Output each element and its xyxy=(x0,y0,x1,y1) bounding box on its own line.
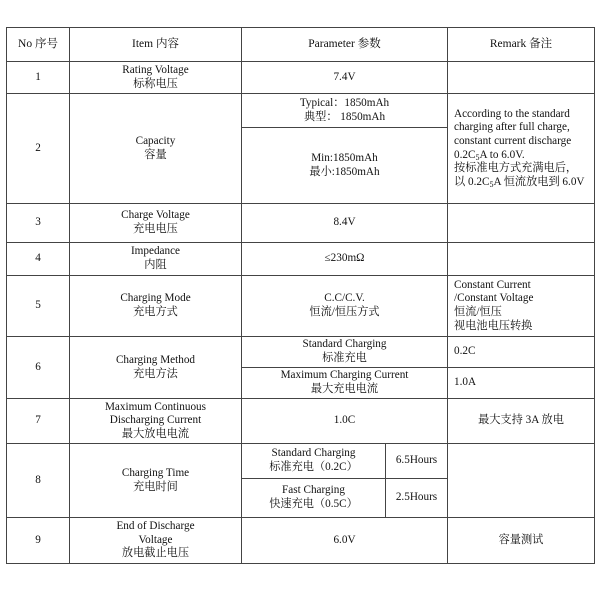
remark-subscript: 5 xyxy=(489,179,494,189)
row-no: 9 xyxy=(7,518,70,564)
param-cn: 最大充电电流 xyxy=(310,383,379,395)
header-no: No 序号 xyxy=(7,28,70,62)
param-en: C.C/C.V. xyxy=(324,292,365,305)
param-cn: 标准充电（0.2C） xyxy=(269,461,358,473)
param-cell: ≤230mΩ xyxy=(242,243,448,276)
row-no: 5 xyxy=(7,276,70,337)
remark-line: According to the standard xyxy=(454,107,570,120)
remark-cell xyxy=(448,62,595,94)
param-max-charging-current xyxy=(242,368,448,399)
item-en: Charging Time xyxy=(121,466,190,479)
row-no: 3 xyxy=(7,204,70,243)
row-no: 6 xyxy=(7,337,70,399)
table-row xyxy=(7,276,595,337)
param-typical xyxy=(242,94,448,128)
remark-part: A 恒流放电到 6.0V xyxy=(493,175,585,188)
remark-line: 恒流/恒压 xyxy=(454,306,502,318)
param-cell: 6.0V xyxy=(242,518,448,564)
remark-cell xyxy=(448,204,595,243)
param-cell xyxy=(242,276,448,337)
item-en: Charging Method xyxy=(115,353,196,366)
param-fast-charging xyxy=(242,479,386,518)
item-line: End of Discharge xyxy=(116,520,195,533)
remark-cell xyxy=(448,276,595,337)
item-line: 放电截止电压 xyxy=(121,547,190,560)
item-line: Voltage xyxy=(138,533,173,546)
remark-line: Constant Current xyxy=(454,278,531,291)
table-row xyxy=(7,204,595,243)
param-cell: 8.4V xyxy=(242,204,448,243)
table-row xyxy=(7,518,595,564)
item-cn: 容量 xyxy=(144,148,167,161)
item-cn: 内阻 xyxy=(144,259,167,271)
item-en: Rating Voltage xyxy=(122,63,189,76)
param-cn: 标准充电 xyxy=(322,352,367,364)
remark-line: 按标准电方式充满电后， xyxy=(454,162,578,175)
param-standard-charging xyxy=(242,337,448,368)
item-cell xyxy=(70,444,242,518)
remark-line: charging after full charge, xyxy=(454,121,570,134)
item-cell xyxy=(70,337,242,399)
item-cn: 充电时间 xyxy=(133,480,178,493)
remark-cell: 最大支持 3A 放电 xyxy=(448,399,595,444)
param-cn: 快速充电（0.5C） xyxy=(269,498,358,510)
remark-part: A to 6.0V. xyxy=(479,148,525,161)
table-header-row xyxy=(7,28,595,62)
row-no: 8 xyxy=(7,444,70,518)
row-no: 2 xyxy=(7,94,70,204)
param-standard-charging xyxy=(242,444,386,479)
remark-line: /Constant Voltage xyxy=(454,292,534,305)
row-no: 1 xyxy=(7,62,70,94)
item-en: Capacity xyxy=(135,134,176,147)
min-en: Min:1850mAh xyxy=(311,151,378,164)
item-cell xyxy=(70,94,242,204)
item-cn: 充电方法 xyxy=(133,367,178,380)
item-cn: 充电电压 xyxy=(133,223,178,235)
item-cn: 标称电压 xyxy=(133,77,178,90)
remark-cell xyxy=(448,444,595,518)
remark-cell: 0.2C xyxy=(448,337,595,368)
item-cell xyxy=(70,62,242,94)
table-row xyxy=(7,337,595,368)
typical-cn: 典型： 1850mAh xyxy=(303,110,386,123)
remark-cell: 容量测试 xyxy=(448,518,595,564)
remark-cell: 1.0A xyxy=(448,368,595,399)
remark-part: 0.2C xyxy=(454,148,476,161)
remark-cell xyxy=(448,94,595,204)
item-cell xyxy=(70,399,242,444)
item-line: Maximum Continuous xyxy=(104,400,206,413)
item-line: 最大放电电流 xyxy=(121,427,190,440)
remark-line xyxy=(454,176,591,190)
row-no: 4 xyxy=(7,243,70,276)
min-cn: 最小:1850mAh xyxy=(309,165,380,178)
param-en: Fast Charging xyxy=(282,484,345,497)
param-cn: 恒流/恒压方式 xyxy=(309,306,380,318)
remark-subscript: 5 xyxy=(475,152,480,162)
item-cell xyxy=(70,204,242,243)
table-row xyxy=(7,94,595,128)
header-item: Item 内容 xyxy=(70,28,242,62)
param-en: Standard Charging xyxy=(302,338,387,351)
param-en: Maximum Charging Current xyxy=(280,369,409,382)
param-cell: 1.0C xyxy=(242,399,448,444)
battery-spec-table xyxy=(6,27,595,564)
remark-line: 视电池电压转换 xyxy=(454,319,533,332)
item-cell xyxy=(70,518,242,564)
item-en: Charge Voltage xyxy=(121,209,190,222)
table-row xyxy=(7,444,595,479)
remark-cell xyxy=(448,243,595,276)
table-row xyxy=(7,243,595,276)
item-cn: 充电方式 xyxy=(133,306,178,318)
charge-time-standard: 6.5Hours xyxy=(386,444,448,479)
row-no: 7 xyxy=(7,399,70,444)
remark-line xyxy=(454,149,591,163)
item-en: Charging Mode xyxy=(120,292,191,305)
item-line: Discharging Current xyxy=(109,414,202,427)
typical-en: Typical：1850mAh xyxy=(299,96,390,109)
table-row xyxy=(7,62,595,94)
param-en: Standard Charging xyxy=(271,447,356,460)
charge-time-fast: 2.5Hours xyxy=(386,479,448,518)
item-en: Impedance xyxy=(130,245,181,258)
remark-part: 以 0.2C xyxy=(454,175,490,188)
item-cell xyxy=(70,243,242,276)
item-cell xyxy=(70,276,242,337)
param-min xyxy=(242,128,448,204)
header-parameter: Parameter 参数 xyxy=(242,28,448,62)
remark-line: constant current discharge xyxy=(454,134,572,147)
table-row xyxy=(7,399,595,444)
header-remark: Remark 备注 xyxy=(448,28,595,62)
param-cell: 7.4V xyxy=(242,62,448,94)
